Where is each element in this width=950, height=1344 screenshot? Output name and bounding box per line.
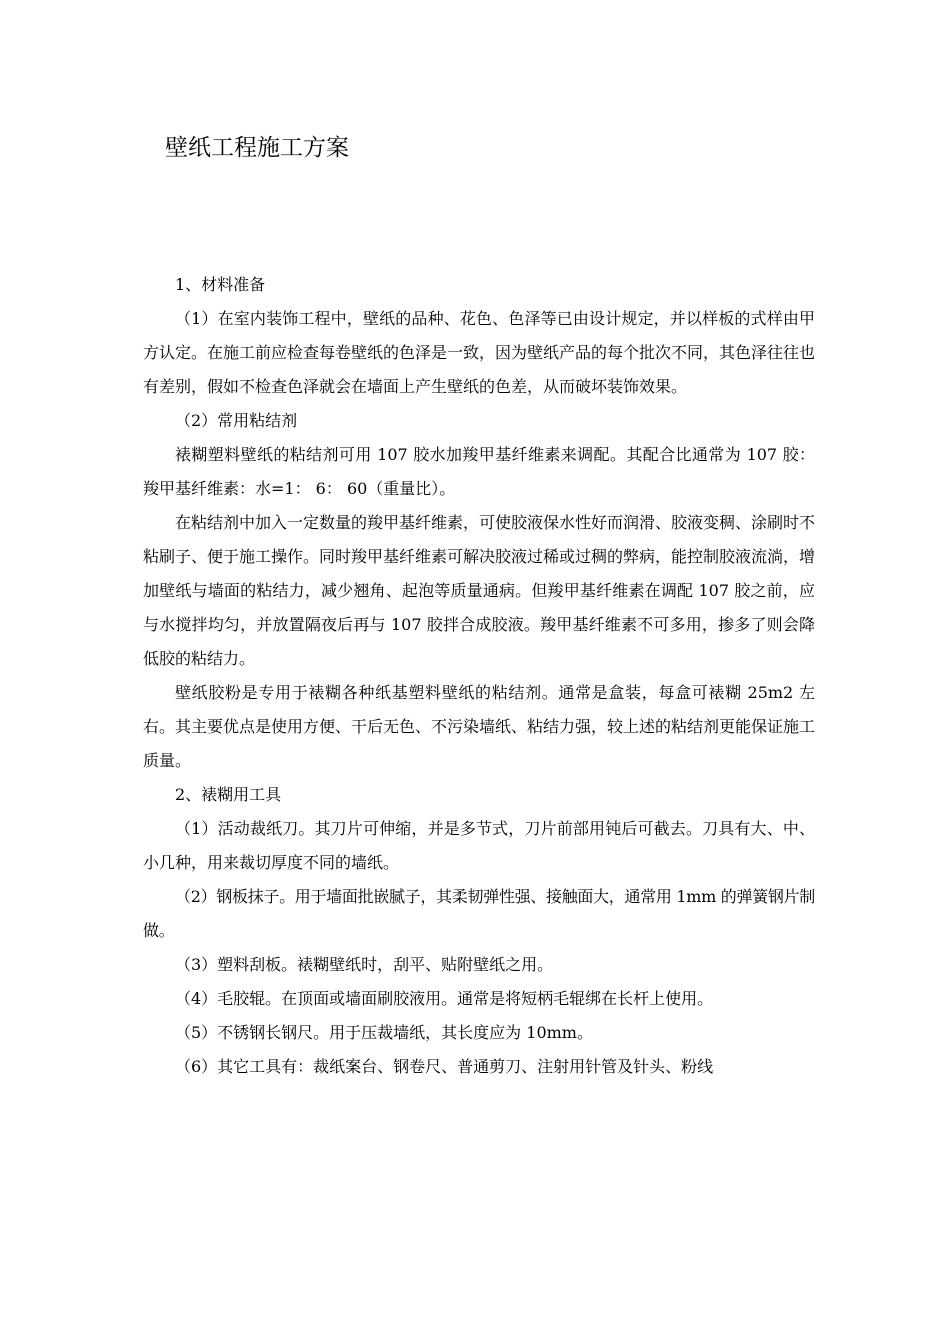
section-heading-tools: 2、裱糊用工具 [175, 785, 282, 804]
paragraph-tool-knife: （1）活动裁纸刀。其刀片可伸缩，并是多节式，刀片前部用钝后可截去。刀具有大、中、小几种，用来裁切厚度不同的墙纸。 [143, 819, 815, 872]
paragraph-tool-others: （6）其它工具有：裁纸案台、钢卷尺、普通剪刀、注射用针管及针头、粉线 [175, 1057, 714, 1076]
subheading-adhesive: （2）常用粘结剂 [175, 411, 298, 430]
paragraph-cmc-benefits: 在粘结剂中加入一定数量的羧甲基纤维素，可使胶液保水性好而润滑、胶液变稠、涂刷时不粘刷子、便于施工操作。同时羧甲基纤维素可解决胶液过稀或过稠的弊病，能控制胶液流淌，增加壁纸与墙面的粘结力，减少翘角、起泡等质量通病。但羧甲基纤维素在调配 107 胶之前，应与水搅拌均匀，并放置隔夜后再与 107 胶拌合成胶液。羧甲基纤维素不可多用，掺多了则会降低胶的粘结力。 [143, 513, 816, 668]
paragraph-tool-roller: （4）毛胶辊。在顶面或墙面刷胶液用。通常是将短柄毛辊绑在长杆上使用。 [175, 989, 714, 1008]
paragraph-adhesive-mix: 裱糊塑料壁纸的粘结剂可用 107 胶水加羧甲基纤维素来调配。其配合比通常为 107 胶：羧甲基纤维素：水=1： 6： 60（重量比）。 [143, 445, 815, 498]
document-body [143, 268, 815, 1084]
paragraph-tool-trowel: （2）钢板抹子。用于墙面批嵌腻子，其柔韧弹性强、接触面大，通常用 1mm 的弹簧钢片制做。 [143, 887, 815, 940]
document-title: 壁纸工程施工方案 [165, 135, 349, 161]
paragraph-wallpaper-powder: 壁纸胶粉是专用于裱糊各种纸基塑料壁纸的粘结剂。通常是盒装，每盒可裱糊 25m2 左右。其主要优点是使用方便、干后无色、不污染墙纸、粘结力强，较上述的粘结剂更能保证施工质量。 [143, 683, 816, 770]
paragraph-tool-ruler: （5）不锈钢长钢尺。用于压裁墙纸，其长度应为 10mm。 [175, 1023, 593, 1042]
paragraph-tool-scraper: （3）塑料刮板。裱糊壁纸时，刮平、贴附壁纸之用。 [175, 955, 554, 974]
section-heading-materials: 1、材料准备 [175, 275, 266, 294]
paragraph-wallpaper-color-check: （1）在室内装饰工程中，壁纸的品种、花色、色泽等已由设计规定，并以样板的式样由甲方认定。在施工前应检查每卷壁纸的色泽是一致，因为壁纸产品的每个批次不同，其色泽往往也有差别，假如不检查色泽就会在墙面上产生壁纸的色差，从而破坏装饰效果。 [143, 309, 816, 396]
